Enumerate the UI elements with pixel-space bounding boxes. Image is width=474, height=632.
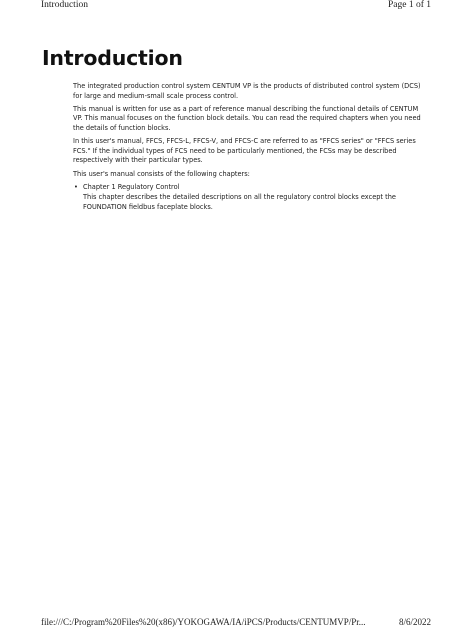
file-path: file:///C:/Program%20Files%20(x86)/YOKOGAWA/IA/iPCS/Products/CENTUMVP/Pr...: [41, 617, 366, 627]
page-footer: [0, 617, 474, 629]
list-item: [73, 183, 429, 213]
paragraph-chapters-lead: This user's manual consists of the following chapters:: [73, 169, 250, 178]
document-body: [73, 82, 429, 213]
bullet-icon: •: [74, 182, 78, 191]
chapter-list: [73, 183, 429, 213]
print-date: 8/6/2022: [398, 617, 431, 627]
chapter-title: Chapter 1 Regulatory Control: [83, 182, 180, 191]
page-header: [0, 0, 474, 12]
page-indicator: Page 1 of 1: [387, 0, 431, 10]
chapter-description: This chapter describes the detailed descriptions on all the regulatory control blocks except the FOUNDATION fieldbus faceplate blocks.: [83, 193, 396, 211]
header-title: Introduction: [41, 0, 88, 10]
paragraph-intro: The integrated production control system CENTUM VP is the products of distributed control system (DCS) for large and medium-small scale process control.: [73, 82, 421, 100]
page-title: Introduction: [42, 46, 183, 70]
paragraph-purpose: This manual is written for use as a part of reference manual describing the functional details of CENTUM VP. This manual focuses on the function block details. You can read the required chapters when you need the details of function blocks.: [73, 104, 421, 132]
paragraph-ffcs-series: In this user's manual, FFCS, FFCS-L, FFCS-V, and FFCS-C are referred to as "FFCS series" or "FFCS series FCS." If the individual types of FCS need to be particularly mentioned, the FCSs may be described respectively with their particular types.: [73, 137, 416, 165]
